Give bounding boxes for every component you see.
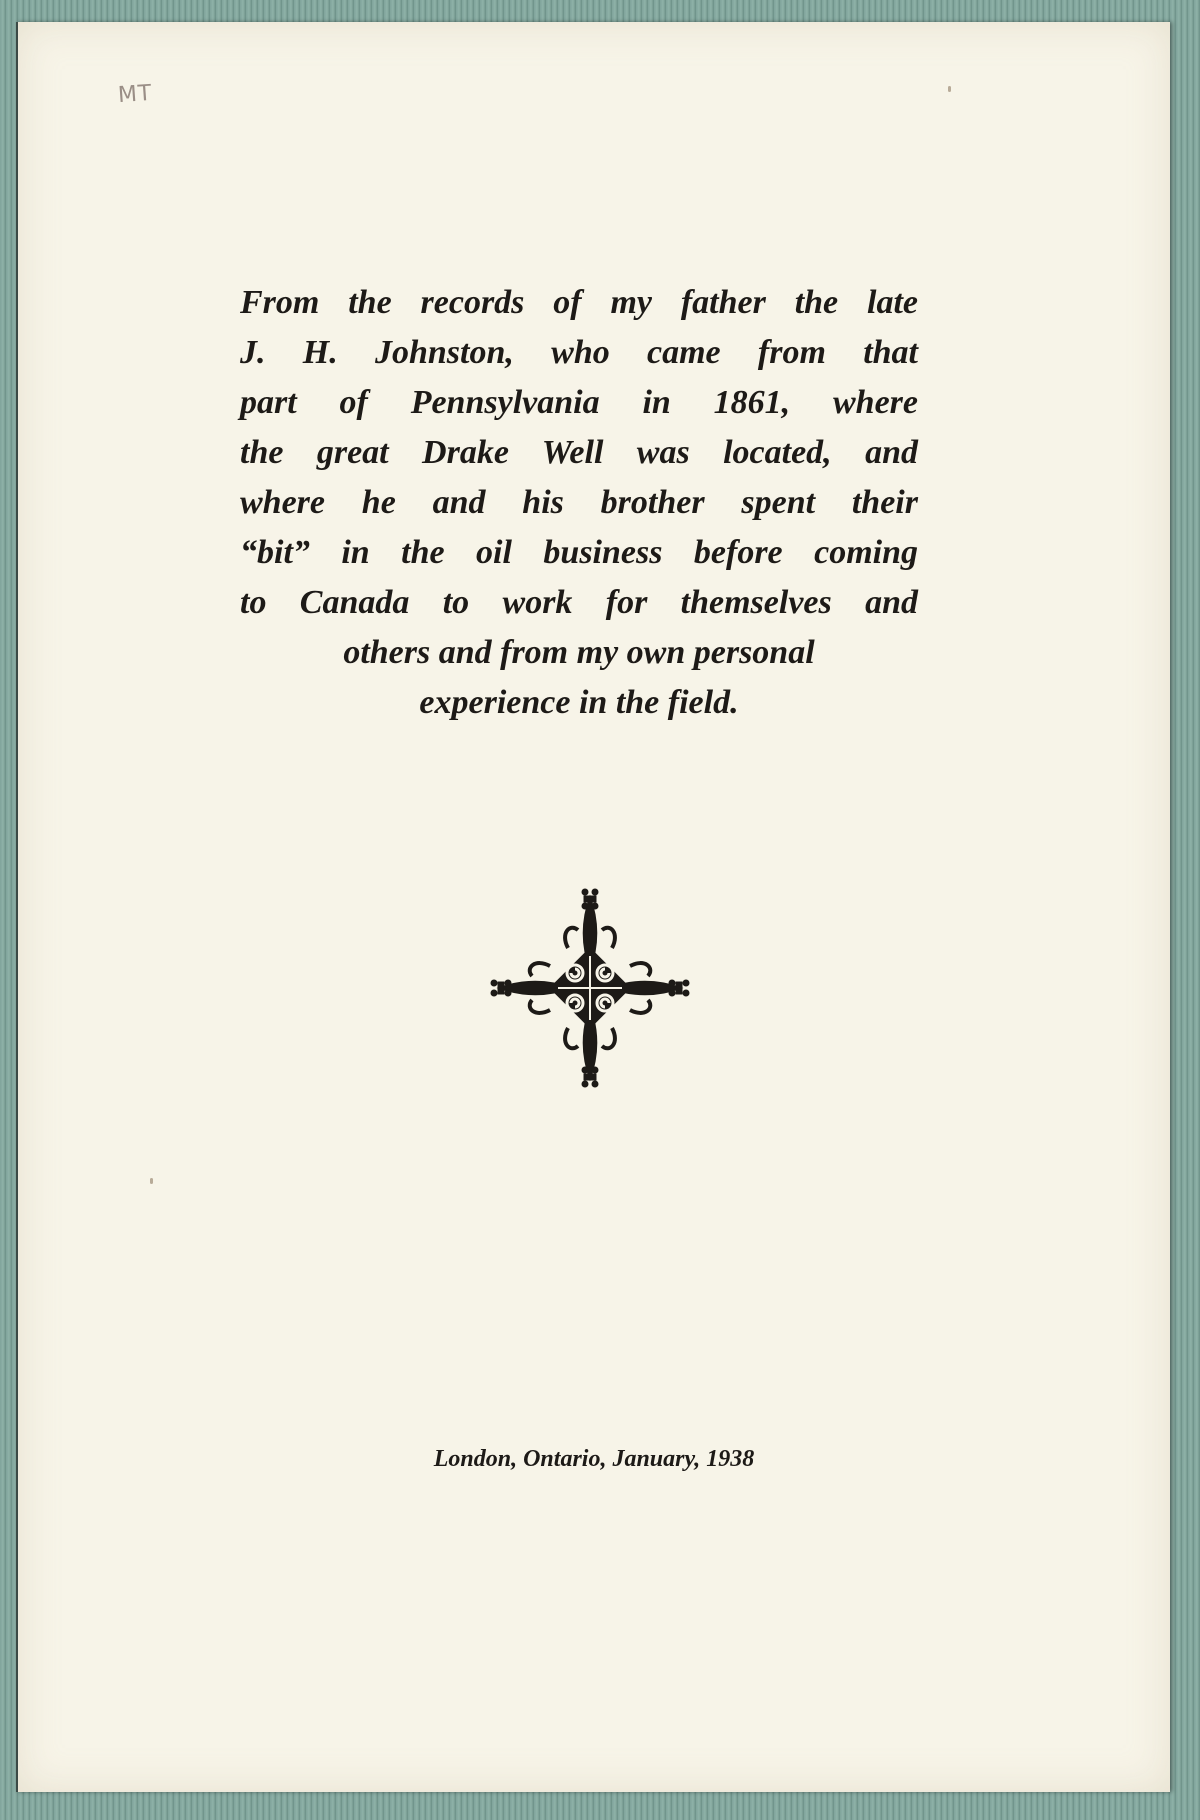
dedication-line: From the records of my father the late — [240, 284, 918, 321]
dedication-paragraph — [240, 278, 918, 728]
handwritten-note: MT — [117, 80, 154, 109]
imprint-place-date: London, Ontario, January, 1938 — [433, 1446, 755, 1472]
paper-speck — [150, 1178, 153, 1184]
dedication-line: the great Drake Well was located, and — [240, 434, 918, 471]
dedication-line: part of Pennsylvania in 1861, where — [240, 384, 918, 421]
fleuron-ornament-icon — [490, 888, 690, 1088]
dedication-line: J. H. Johnston, who came from that — [240, 334, 918, 371]
book-page — [16, 22, 1170, 1792]
dedication-line: to Canada to work for themselves and — [240, 584, 918, 621]
dedication-line: where he and his brother spent their — [240, 484, 918, 521]
dedication-line: “bit” in the oil business before coming — [240, 534, 918, 571]
paper-speck — [948, 86, 951, 92]
dedication-line: others and from my own personal — [343, 634, 815, 671]
dedication-line: experience in the field. — [419, 684, 739, 721]
